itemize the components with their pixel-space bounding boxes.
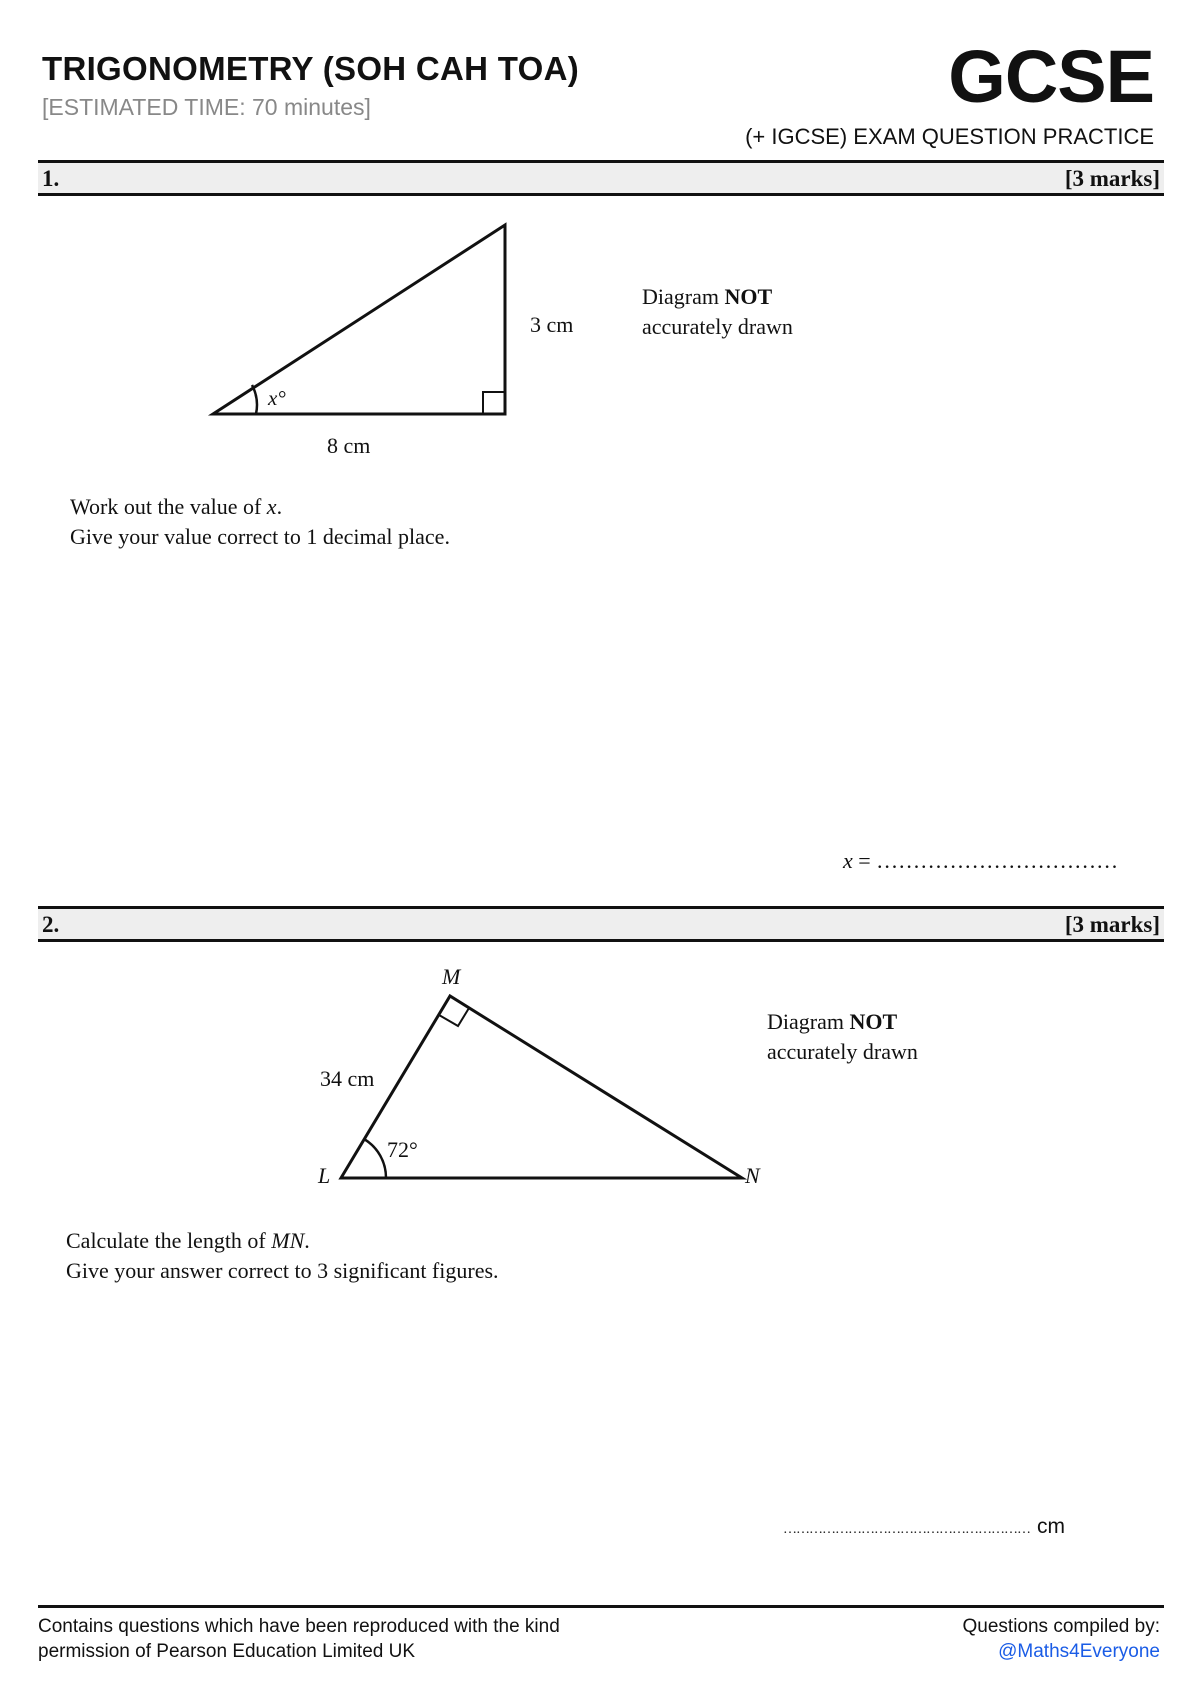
practice-subtitle: (+ IGCSE) EXAM QUESTION PRACTICE: [745, 124, 1154, 149]
vertex-label-l: L: [318, 1163, 331, 1188]
right-angle-marker: [439, 1008, 469, 1026]
question-marks: [3 marks]: [1064, 912, 1160, 937]
prompt-text-line2: Give your answer correct to 3 significant figures.: [66, 1258, 499, 1283]
question-number: 2.: [42, 912, 60, 937]
level-heading: GCSE: [948, 35, 1154, 118]
prompt-punct: .: [304, 1228, 310, 1253]
side-label-horizontal: 8 cm: [327, 433, 371, 458]
footer-credit: [38, 1614, 560, 1664]
footer-text: Contains questions which have been reproduced with the kind: [38, 1616, 560, 1637]
note-text: Diagram: [642, 284, 725, 309]
vertex-label-m: M: [442, 964, 461, 989]
answer-blank: …………………………………………………: [783, 1522, 1030, 1537]
note-text-line2: accurately drawn: [767, 1039, 918, 1064]
footer-divider: [38, 1605, 1164, 1608]
answer-variable: x: [843, 848, 853, 873]
footer-compiled-by: Questions compiled by:: [962, 1616, 1160, 1637]
angle-label: 72°: [387, 1137, 418, 1162]
estimated-time: [ESTIMATED TIME: 70 minutes]: [42, 94, 371, 120]
angle-label: x°: [268, 386, 286, 410]
note-emphasis: NOT: [724, 284, 773, 309]
twitter-handle-link[interactable]: @Maths4Everyone: [998, 1641, 1160, 1662]
note-text-line2: accurately drawn: [642, 314, 793, 339]
question-2-answer-line[interactable]: [783, 1514, 1065, 1539]
prompt-text-line2: Give your value correct to 1 decimal place.: [70, 524, 450, 549]
question-2-prompt: [66, 1226, 499, 1286]
side-label-vertical: 3 cm: [530, 312, 574, 337]
diagram-note: [767, 1007, 918, 1067]
prompt-text: Work out the value of: [70, 494, 267, 519]
answer-blank: = ……………………………: [852, 848, 1119, 873]
footer-text-line2: permission of Pearson Education Limited UK: [38, 1641, 416, 1662]
answer-unit: cm: [1037, 1515, 1065, 1538]
angle-arc: [364, 1139, 386, 1178]
prompt-variable: x: [266, 494, 277, 519]
question-marks: [3 marks]: [1064, 166, 1160, 191]
footer-compiler: [963, 1614, 1161, 1664]
prompt-text: Calculate the length of: [66, 1228, 272, 1253]
note-emphasis: NOT: [849, 1009, 898, 1034]
prompt-punct: .: [276, 494, 283, 519]
prompt-variable: MN: [271, 1228, 305, 1253]
question-number: 1.: [42, 166, 60, 191]
note-text: Diagram: [767, 1009, 850, 1034]
vertex-label-n: N: [745, 1163, 760, 1188]
page-title: TRIGONOMETRY (SOH CAH TOA): [42, 50, 580, 87]
side-label-lm: 34 cm: [320, 1066, 375, 1091]
